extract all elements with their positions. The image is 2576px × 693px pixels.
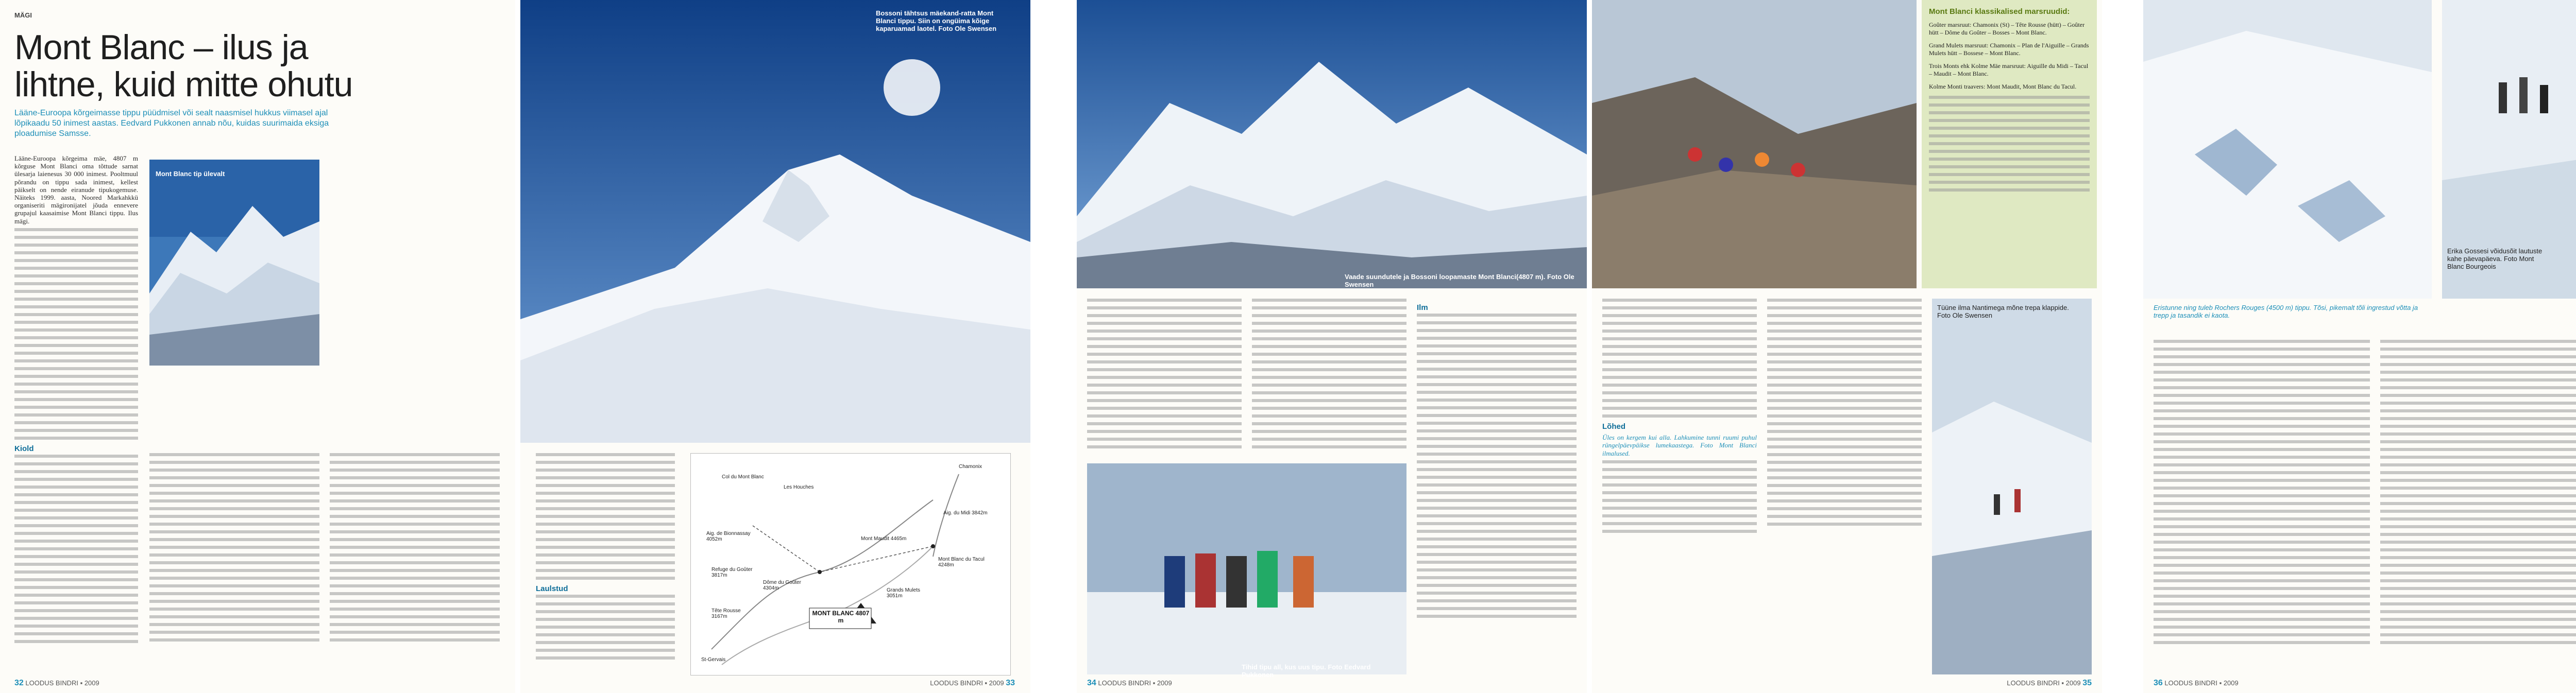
body-column-4 xyxy=(536,453,675,674)
page-number: 35 xyxy=(2082,679,2092,687)
sidebar-item-1: Goûter marsruut: Chamonix (St) – Tête Rousse (hütt) – Goûter hütt – Dôme du Goûter – Bosses – Mont Blanc. xyxy=(1929,21,2085,36)
climbers-photo xyxy=(1087,463,1406,679)
page-number: 34 xyxy=(1087,679,1096,687)
body-column-3 xyxy=(149,453,319,669)
text-lines xyxy=(2154,340,2370,644)
text-lines xyxy=(330,453,500,642)
body-column-9 xyxy=(1767,299,1922,669)
section-heading-kiold: Kiold xyxy=(14,444,34,453)
page-number: 36 xyxy=(2154,679,2163,687)
text-lines xyxy=(536,453,675,580)
icefall-climbers-photo xyxy=(2442,0,2576,299)
lead-paragraph: Lääne-Euroopa kõrgeimasse tippu püüdmisel või sealt naasmisel hukkus viimasel ajal lõpikaadu 50 inimest aastas. Eedvard Pukkonen annab nõu, kuidas suurimaida eksiga ploadumise Samsse. xyxy=(14,109,329,138)
text-lines xyxy=(1767,299,1922,526)
photo-caption-icefall: Erika Gossesi võidusõit lautuste kahe päevapäeva. Foto Mont Blanc Bourgeois xyxy=(2447,247,2543,270)
spread-1 xyxy=(0,0,1030,693)
sidebar-item-2: Grand Mulets marsruut: Chamonix – Plan de l'Aiguille – Grands Mulets hütt – Bossese – Mont Blanc. xyxy=(1929,42,2089,57)
map-label-7: Mont Blanc du Tacul 4248m xyxy=(938,557,985,568)
body-column-11 xyxy=(2380,340,2576,669)
section-heading-lohed: Lõhed xyxy=(1602,422,1625,431)
folio-right xyxy=(930,679,1015,688)
photo-caption-crevasse: Eristunne ning tuleb Rochers Rouges (4500 m) tippu. Tõsi, pikemalt tõli ingrestud võtta ja trepp ja tasandik ei kaota. xyxy=(2154,304,2418,319)
map-label-10: Les Houches xyxy=(784,484,814,490)
text-lines xyxy=(1929,96,2090,192)
folio-text: LOODUS BINDRI ▪ 2009 xyxy=(1098,679,1172,687)
text-lines xyxy=(1087,299,1242,448)
folio-left xyxy=(2154,679,2239,688)
text-lines xyxy=(536,595,675,660)
text-lines xyxy=(14,228,138,440)
map-peak-label: MONT BLANC 4807 m xyxy=(812,610,870,624)
body-column xyxy=(14,154,138,669)
text-lines xyxy=(149,453,319,642)
headline: Mont Blanc – ilus ja lihtne, kuid mitte ohutu xyxy=(14,28,353,104)
map-label-8: Mont Maudit 4465m xyxy=(861,536,907,542)
folio-left xyxy=(14,679,99,688)
folio-text: LOODUS BINDRI ▪ 2009 xyxy=(2007,679,2081,687)
page-32 xyxy=(0,0,515,693)
routes-sidebar xyxy=(1922,0,2097,288)
photo-caption-climbers: Tihid tipu all, kus uus tipu. Foto Eedvard Pukkonen xyxy=(1242,663,1371,679)
text-lines xyxy=(1252,299,1406,448)
page-35 xyxy=(1592,0,2102,693)
map-label-5: Grands Mulets 3051m xyxy=(887,587,921,599)
sidebar-title: Mont Blanci klassikalised marsruudid: xyxy=(1929,7,2070,16)
map-label-6: Aig. du Midi 3842m xyxy=(943,510,988,516)
section-tag: MÄGI xyxy=(14,11,32,19)
map-label-11: St-Gervais xyxy=(701,657,726,663)
map-label-9: Chamonix xyxy=(959,464,982,470)
text-lines xyxy=(1602,299,1757,418)
caption-quote: Üles on kergem kui alla. Lahkumine tunni ruumi puhul rüngelpäevpäikse lumekaastega. Foto Mont Blanci ilmalused. xyxy=(1602,434,1757,457)
spread-3 xyxy=(2143,0,2576,693)
body-column-10 xyxy=(2154,340,2370,669)
summit-crowd-photo xyxy=(1592,0,1917,288)
text-lines xyxy=(1417,314,1577,618)
mountain-photo-1 xyxy=(149,160,319,366)
page-33 xyxy=(520,0,1030,693)
glacier-climbers-photo xyxy=(1932,299,2092,674)
text-lines xyxy=(1602,460,1757,533)
photo-caption-glacier: Tüüne ilma Nantimega mõne trepa klappide. Foto Ole Swensen xyxy=(1937,304,2069,319)
folio-text: LOODUS BINDRI ▪ 2009 xyxy=(2164,679,2239,687)
page-36 xyxy=(2143,0,2576,693)
glacier-valley-photo xyxy=(1077,0,1587,288)
page-34 xyxy=(1077,0,1587,693)
folio-text: LOODUS BINDRI ▪ 2009 xyxy=(930,679,1004,687)
photo-1-caption: Mont Blanc tip ülevalt xyxy=(156,170,225,178)
photo-caption-valley: Vaade suundutele ja Bossoni loopamaste Mont Blanci(4807 m). Foto Ole Swensen xyxy=(1345,273,1574,288)
summit-ridge-photo xyxy=(520,0,1030,443)
page-number: 32 xyxy=(14,679,24,687)
body-column-2 xyxy=(330,453,500,669)
map-label-1: Aig. de Bionnassay 4052m xyxy=(706,531,751,542)
map-label-3: Refuge du Goûter 3817m xyxy=(711,567,753,578)
route-map xyxy=(690,453,1011,675)
text-lines xyxy=(2380,340,2576,644)
text-lines xyxy=(14,455,138,643)
section-heading-laulstud: Laulstud xyxy=(536,584,568,593)
body-column-7 xyxy=(1417,299,1577,669)
folio-left xyxy=(1087,679,1172,688)
map-label-0: Col du Mont Blanc xyxy=(722,474,764,480)
map-label-2: Dôme du Goûter 4304m xyxy=(763,580,801,591)
body-column-8 xyxy=(1602,299,1757,669)
photo-2-caption: Bossoni tähtsus mäekand-ratta Mont Blanci tippu. Siin on ongüima kõige kaparuamad laotel. Foto Ole Swensen xyxy=(876,9,997,32)
page-number: 33 xyxy=(1006,679,1015,687)
spread-2 xyxy=(1077,0,2102,693)
crevasse-photo xyxy=(2143,0,2432,319)
intro-text: Lääne-Euroopa kõrgeima mäe, 4807 m kõrguse Mont Blanci oma tõttude sarnat ülesarja laienesus 30 000 inimest. Pooltmuul põrandu on tippu sada inimest, kellest päikselt on nende eiranude tipukogemuse. Näiteks 1999. aasta, Noored Markahkkü organiseriti mägironijatel jõuda ennevere grupajul kaasaimise Mont Blanci tippu. Ilus mägi. xyxy=(14,154,138,225)
map-label-4: Tête Rousse 3167m xyxy=(711,608,741,619)
sidebar-item-3: Trois Monts ehk Kolme Mäe marsruut: Aiguille du Midi – Tacul – Maudit – Mont Blanc. xyxy=(1929,62,2089,77)
section-heading-ilm: Ilm xyxy=(1417,303,1428,312)
folio-right xyxy=(2007,679,2092,688)
folio-text: LOODUS BINDRI ▪ 2009 xyxy=(25,679,99,687)
sidebar-item-4: Kolme Monti traavers: Mont Maudit, Mont Blanc du Tacul. xyxy=(1929,83,2077,90)
